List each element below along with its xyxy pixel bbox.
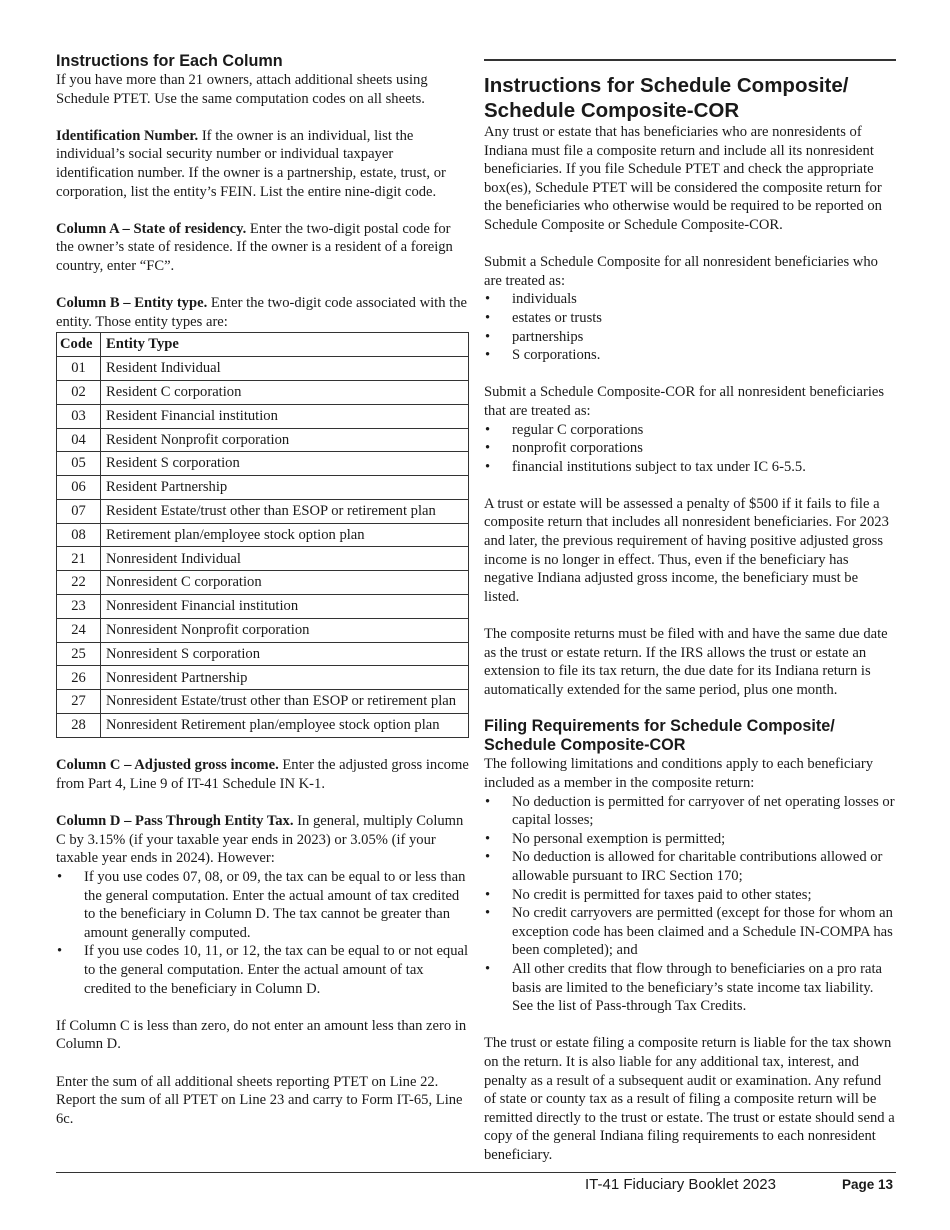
column-a-text: Enter the two-digit postal code for the owner’s state of residence. If the owner is a resident of a foreign country, enter “FC”. xyxy=(56,220,453,274)
column-c-paragraph xyxy=(56,756,469,793)
composite-type-item: • individuals xyxy=(484,290,896,309)
entity-table-row xyxy=(57,499,469,523)
filing-requirement-item: • No personal exemption is permitted; xyxy=(484,830,896,849)
entity-type-cell: Resident Financial institution xyxy=(101,404,469,428)
entity-type-cell: Nonresident S corporation xyxy=(101,642,469,666)
filing-requirement-item: • All other credits that flow through to beneficiaries on a pro rata basis are limited to the beneficiary’s state income tax liability. See the list of Pass-through Tax Credits. xyxy=(484,960,896,1016)
entity-code-cell: 08 xyxy=(57,523,101,547)
entity-type-cell: Resident Individual xyxy=(101,357,469,381)
composite-type-item: • S corporations. xyxy=(484,346,896,365)
filing-intro: The following limitations and conditions apply to each beneficiary included as a member in the composite return: xyxy=(484,756,874,791)
entity-type-cell: Nonresident C corporation xyxy=(101,571,469,595)
column-b-text: Enter the two-digit code associated with the entity. Those entity types are: xyxy=(56,295,468,330)
entity-table-row xyxy=(57,690,469,714)
entity-code-cell: 03 xyxy=(57,404,101,428)
filing-requirements-heading: Filing Requirements for Schedule Composite/ Schedule Composite-COR xyxy=(484,717,835,755)
penalty-paragraph: A trust or estate will be assessed a penalty of $500 if it fails to file a composite return that includes all nonresident beneficiaries. For 2023 and later, the previous requirement of having positive adjusted gross income is no longer in effect. Thus, even if the beneficiary has negative Indiana adjusted gross income, the beneficiary must be listed. xyxy=(484,495,889,605)
entity-type-cell: Nonresident Estate/trust other than ESOP or retirement plan xyxy=(101,690,469,714)
entity-code-cell: 02 xyxy=(57,380,101,404)
due-date-paragraph: The composite returns must be filed with and have the same due date as the trust or estate return. If the IRS allows the trust or estate an extension to file its tax return, the due date for its Indiana return is automatically extended for the same period, plus one month. xyxy=(484,626,888,698)
entity-table-row xyxy=(57,595,469,619)
column-intro: If you have more than 21 owners, attach additional sheets using Schedule PTET. Use the same computation codes on all sheets. xyxy=(56,72,428,107)
entity-type-cell: Nonresident Nonprofit corporation xyxy=(101,618,469,642)
column-instructions-heading: Instructions for Each Column xyxy=(56,52,283,70)
entity-type-cell: Resident Partnership xyxy=(101,476,469,500)
left-column xyxy=(56,52,469,1128)
right-column xyxy=(484,52,896,1164)
ptet-sum-note: Enter the sum of all additional sheets reporting PTET on Line 22. Report the sum of all PTET on Line 23 and carry to Form IT-65, Line 6c. xyxy=(56,1073,463,1127)
entity-code-cell: 07 xyxy=(57,499,101,523)
composite-cor-type-item: • nonprofit corporations xyxy=(484,439,896,458)
footer-booklet-title: IT-41 Fiduciary Booklet 2023 xyxy=(585,1176,776,1193)
entity-code-cell: 23 xyxy=(57,595,101,619)
entity-table-row xyxy=(57,571,469,595)
entity-table-row xyxy=(57,547,469,571)
footer-divider xyxy=(56,1172,896,1173)
column-c-text: Enter the adjusted gross income from Part 4, Line 9 of IT-41 Schedule IN K-1. xyxy=(56,757,469,793)
column-d-text: In general, multiply Column C by 3.15% (if your taxable year ends in 2023) or 3.05% (if your taxable year ends in 2024). However: xyxy=(56,813,464,867)
entity-table-row xyxy=(57,428,469,452)
entity-table-row xyxy=(57,618,469,642)
entity-table-row xyxy=(57,357,469,381)
entity-type-cell: Resident S corporation xyxy=(101,452,469,476)
entity-table-header-row xyxy=(57,333,469,357)
entity-type-table xyxy=(56,332,469,738)
filing-requirements-list xyxy=(484,793,896,1016)
entity-table-body xyxy=(57,357,469,738)
identification-number-paragraph xyxy=(56,127,469,201)
entity-table-row xyxy=(57,404,469,428)
composite-intro: Any trust or estate that has beneficiaries who are nonresidents of Indiana must file a composite return and include all its nonresident beneficiaries. If you file Schedule PTET and check the appropriate box(es), Schedule PTET will be considered the composite return for the beneficiaries who otherwise would be required to be reported on Schedule Composite or Schedule Composite-COR. xyxy=(484,124,882,233)
composite-cor-intro: Submit a Schedule Composite-COR for all nonresident beneficiaries that are treated as: xyxy=(484,384,885,419)
entity-table-row xyxy=(57,380,469,404)
composite-type-item: • partnerships xyxy=(484,328,896,347)
composite-cor-type-item: • regular C corporations xyxy=(484,421,896,440)
filing-requirement-item: • No credit carryovers are permitted (except for those for whom an exception code has been claimed and a Schedule IN-COMPA has been completed); and xyxy=(484,904,896,960)
entity-code-cell: 04 xyxy=(57,428,101,452)
entity-table-row xyxy=(57,476,469,500)
filing-requirement-item: • No credit is permitted for taxes paid to other states; xyxy=(484,886,896,905)
entity-code-cell: 24 xyxy=(57,618,101,642)
entity-table-header-code: Code xyxy=(57,333,101,357)
entity-type-cell: Resident Estate/trust other than ESOP or retirement plan xyxy=(101,499,469,523)
column-c-label: Column C – Adjusted gross income. xyxy=(56,757,279,774)
composite-cor-types-list xyxy=(484,421,896,477)
entity-table-row xyxy=(57,523,469,547)
liability-paragraph: The trust or estate filing a composite return is liable for the tax shown on the return. It is also liable for any additional tax, interest, and penalty as a result of a subsequent audit or examination. Any refund of state or county tax as a result of filing a composite return will be remitted directly to the trust or estate. The trust or estate should send a copy of the general Indiana filing requirements to each nonresident beneficiary. xyxy=(484,1035,895,1163)
column-a-label: Column A – State of residency. xyxy=(56,220,247,237)
column-d-paragraph xyxy=(56,812,469,868)
entity-table-row xyxy=(57,666,469,690)
column-d-bullet: • If you use codes 07, 08, or 09, the tax can be equal to or less than the general computation. Enter the actual amount of tax credited to the beneficiary in Column D. The tax cannot be greater than amount generally computed. xyxy=(56,868,469,942)
entity-type-cell: Nonresident Financial institution xyxy=(101,595,469,619)
schedule-composite-title: Instructions for Schedule Composite/ Schedule Composite-COR xyxy=(484,74,849,122)
entity-code-cell: 06 xyxy=(57,476,101,500)
entity-code-cell: 26 xyxy=(57,666,101,690)
identification-number-text: If the owner is an individual, list the individual’s social security number or individual taxpayer identification number. If the owner is a partnership, estate, trust, or corporation, list the entity’s FEIN. List the entire nine-digit code. xyxy=(56,127,446,200)
entity-type-cell: Retirement plan/employee stock option plan xyxy=(101,523,469,547)
entity-type-cell: Resident C corporation xyxy=(101,380,469,404)
composite-cor-type-item: • financial institutions subject to tax under IC 6-5.5. xyxy=(484,458,896,477)
entity-code-cell: 05 xyxy=(57,452,101,476)
column-c-negative-note: If Column C is less than zero, do not enter an amount less than zero in Column D. xyxy=(56,1017,467,1053)
column-b-paragraph xyxy=(56,294,469,331)
entity-code-cell: 01 xyxy=(57,357,101,381)
title-spacer xyxy=(484,52,896,74)
footer-page-number: Page 13 xyxy=(842,1177,894,1192)
entity-code-cell: 22 xyxy=(57,571,101,595)
entity-code-cell: 21 xyxy=(57,547,101,571)
entity-type-cell: Nonresident Retirement plan/employee stock option plan xyxy=(101,714,469,738)
entity-code-cell: 28 xyxy=(57,714,101,738)
composite-types-list xyxy=(484,290,896,364)
entity-table-row xyxy=(57,642,469,666)
composite-type-item: • estates or trusts xyxy=(484,309,896,328)
entity-type-cell: Nonresident Individual xyxy=(101,547,469,571)
column-a-paragraph xyxy=(56,220,469,276)
identification-number-label: Identification Number. xyxy=(56,127,199,144)
entity-table-header-type: Entity Type xyxy=(101,333,469,357)
entity-table-row xyxy=(57,714,469,738)
entity-type-cell: Resident Nonprofit corporation xyxy=(101,428,469,452)
column-d-label: Column D – Pass Through Entity Tax. xyxy=(56,813,294,830)
column-d-bullets xyxy=(56,868,469,998)
entity-table-row xyxy=(57,452,469,476)
composite-submit-intro: Submit a Schedule Composite for all nonresident beneficiaries who are treated as: xyxy=(484,254,878,289)
entity-code-cell: 25 xyxy=(57,642,101,666)
entity-type-cell: Nonresident Partnership xyxy=(101,666,469,690)
filing-requirement-item: • No deduction is permitted for carryover of net operating losses or capital losses; xyxy=(484,793,896,830)
column-d-bullet: • If you use codes 10, 11, or 12, the tax can be equal to or not equal to the general computation. Enter the actual amount of tax credited to the beneficiary in Column D. xyxy=(56,942,469,998)
column-b-label: Column B – Entity type. xyxy=(56,295,208,312)
filing-requirement-item: • No deduction is allowed for charitable contributions allowed or allowable pursuant to IRC Section 170; xyxy=(484,848,896,885)
entity-code-cell: 27 xyxy=(57,690,101,714)
